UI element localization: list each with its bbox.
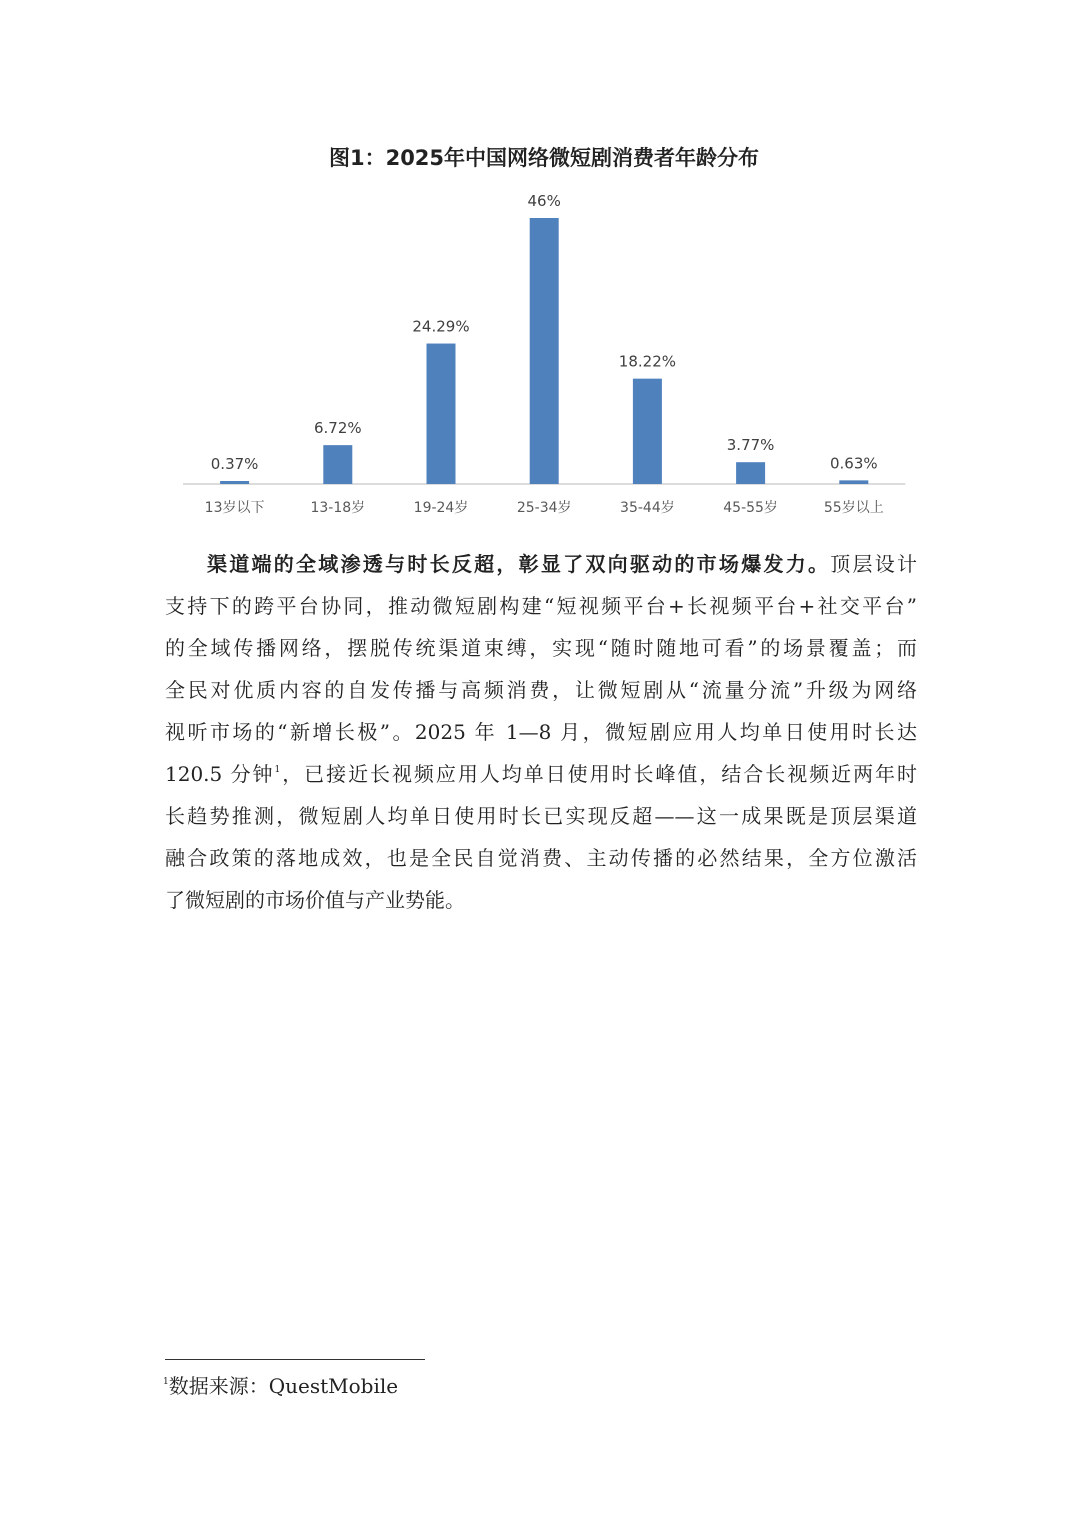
bar-4 <box>530 218 559 484</box>
footnote-reference[interactable]: 1 <box>274 765 281 775</box>
footnote-divider <box>165 1359 425 1360</box>
bar-3 <box>427 344 456 484</box>
x-tick-label-5: 35-44岁 <box>620 500 675 516</box>
data-label-5: 18.22% <box>618 352 677 371</box>
paragraph-line-8: 融合政策的落地成效，也是全民自觉消费、主动传播的必然结果，全方位激活 <box>165 846 917 870</box>
data-label-6: 3.77% <box>726 436 775 455</box>
bar-2 <box>323 445 352 484</box>
paragraph-line-4: 全民对优质内容的自发传播与高频消费，让微短剧从“流量分流”升级为网络 <box>165 678 917 702</box>
footnote <box>163 1370 398 1399</box>
data-label-4: 46% <box>527 192 561 210</box>
bar-6 <box>736 462 765 484</box>
paragraph-line-5: 视听市场的“新增长极”。2025 年 1—8 月，微短剧应用人均单日使用时长达 <box>165 720 917 744</box>
paragraph-line-7: 长趋势推测，微短剧人均单日使用时长已实现反超——这一成果既是顶层渠道 <box>165 804 917 828</box>
paragraph-line-6: 120.5 分钟$^1$，已接近长视频应用人均单日使用时长峰值，结合长视频近两年时 <box>165 762 918 786</box>
x-tick-label-6: 45-55岁 <box>723 500 778 516</box>
data-label-1: 0.37% <box>210 455 259 473</box>
paragraph-lead-bold: 渠道端的全域渗透与时长反超，彰显了双向驱动的市场爆发力。 <box>207 552 831 576</box>
body-paragraph <box>165 543 917 921</box>
bar-7 <box>839 480 868 484</box>
x-tick-label-4: 25-34岁 <box>516 500 572 516</box>
footnote-text: 数据来源：QuestMobile <box>168 1374 399 1398</box>
data-label-2: 6.72% <box>313 419 362 438</box>
x-tick-label-7: 55岁以上 <box>823 500 884 516</box>
footnote-marker: 1 <box>163 1377 169 1387</box>
paragraph-line-9: 了微短剧的市场价值与产业势能。 <box>165 888 465 912</box>
bar-1 <box>220 481 249 484</box>
data-label-7: 0.63% <box>829 454 878 473</box>
data-label-3: 24.29% <box>412 317 470 336</box>
paragraph-line-3: 的全域传播网络，摆脱传统渠道束缚，实现“随时随地可看”的场景覆盖；而 <box>165 636 917 660</box>
x-tick-label-1: 13岁以下 <box>204 500 265 516</box>
age-distribution-bar-chart <box>0 180 1080 530</box>
bar-5 <box>633 379 662 484</box>
chart-title: 图1：2025年中国网络微短剧消费者年龄分布 <box>328 146 760 170</box>
paragraph-line-1: 渠道端的全域渗透与时长反超，彰显了双向驱动的市场爆发力。顶层设计 <box>207 552 918 576</box>
paragraph-line-2: 支持下的跨平台协同，推动微短剧构建“短视频平台+长视频平台+社交平台” <box>165 594 917 618</box>
x-tick-label-2: 13-18岁 <box>310 500 366 516</box>
x-tick-label-3: 19-24岁 <box>413 500 469 516</box>
